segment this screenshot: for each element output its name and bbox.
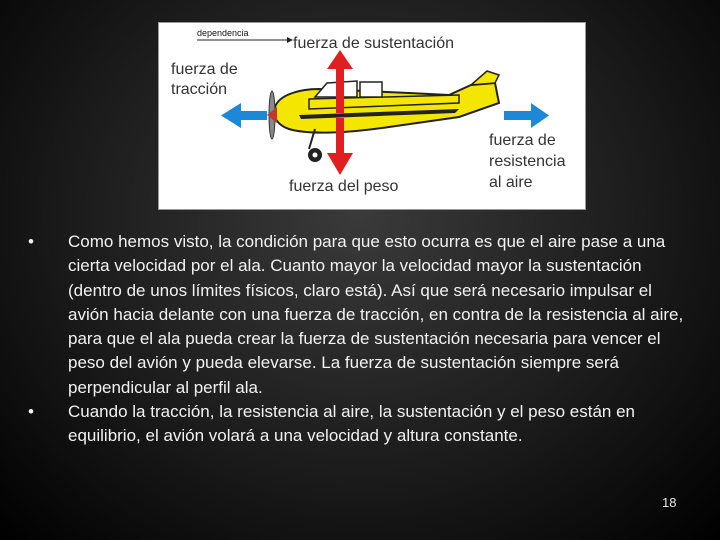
bullet-text: Cuando la tracción, la resistencia al aire, la sustentación y el peso están en equilibrio, el avión volará a una velocidad y altura constante.	[68, 402, 635, 446]
dependencia-label: dependencia	[197, 28, 249, 38]
page-number: 18	[662, 495, 677, 510]
bullet-item	[28, 400, 688, 449]
weight-label: fuerza del peso	[289, 178, 399, 195]
bullet-item	[28, 230, 688, 400]
drag-arrow	[504, 103, 549, 128]
bullet-marker: •	[28, 402, 34, 422]
drag-label-line2: resistencia	[489, 153, 566, 170]
thrust-arrow	[221, 103, 267, 128]
bullet-list	[28, 230, 688, 449]
bullet-text: Como hemos visto, la condición para que esto ocurra es que el aire pase a una cierta velocidad por el ala. Cuanto mayor la velocidad mayor la sustentación (dentro de unos límites físicos, claro está). Así que será necesario impulsar el avión hacia delante con una fuerza de tracción, en contra de la resistencia al aire, para que el ala pueda crear la fuerza de sustentación necesaria para vencer el peso del avión y pueda elevarse. La fuerza de sustentación siempre será perpendicular al perfil ala.	[68, 232, 684, 397]
thrust-label-line2: tracción	[171, 81, 228, 98]
bullet-marker: •	[28, 232, 34, 251]
drag-label-line3: al aire	[489, 174, 533, 191]
thrust-label-line1: fuerza de	[171, 61, 238, 78]
drag-label-line1: fuerza de	[489, 132, 556, 149]
airplane	[267, 71, 499, 162]
lift-label: fuerza de sustentación	[293, 35, 454, 52]
forces-diagram	[158, 22, 586, 210]
